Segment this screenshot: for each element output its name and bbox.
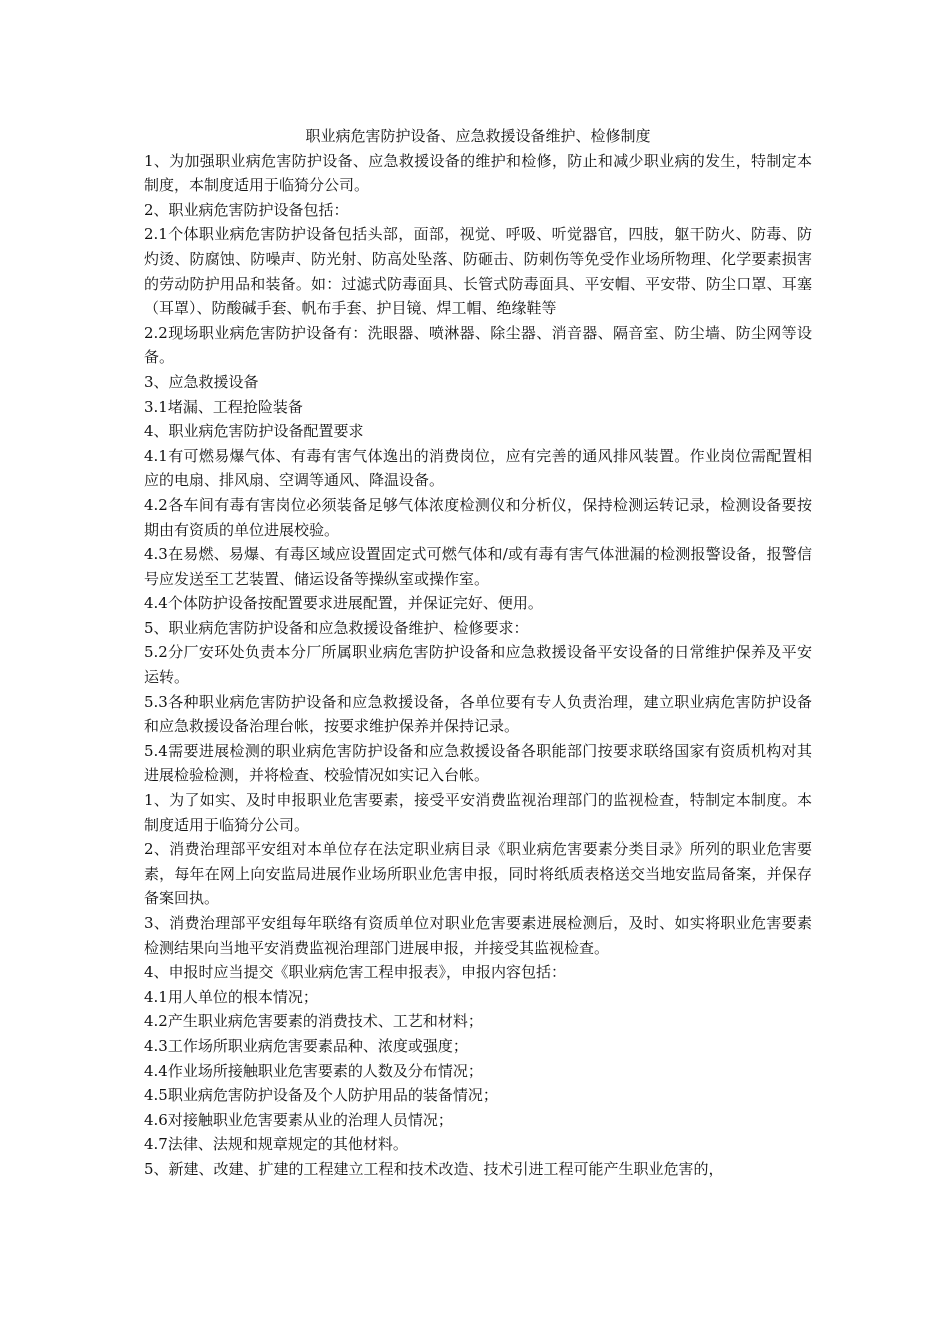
document-title: 职业病危害防护设备、应急救援设备维护、检修制度	[305, 127, 651, 145]
paragraph: 5.2分厂安环处负责本分厂所属职业病危害防护设备和应急救援设备平安设备的日常维护保养及平安运转。	[144, 643, 812, 687]
paragraph: 4.1有可燃易爆气体、有毒有害气体逸出的消费岗位，应有完善的通风排风装置。作业岗位需配置相应的电扇、排风扇、空调等通风、降温设备。	[144, 446, 812, 490]
paragraph: 4.5职业病危害防护设备及个人防护用品的装备情况；	[144, 1086, 498, 1105]
paragraph: 5.3各种职业病危害防护设备和应急救援设备，各单位要有专人负责治理，建立职业病危害防护设备和应急救援设备治理台帐，按要求维护保养并保持记录。	[144, 692, 812, 736]
paragraph: 4.7法律、法规和规章规定的其他材料。	[144, 1135, 408, 1154]
paragraph: 1、为加强职业病危害防护设备、应急救援设备的维护和检修，防止和减少职业病的发生，特制定本制度，本制度适用于临猗分公司。	[144, 151, 812, 195]
paragraph: 5、新建、改建、扩建的工程建立工程和技术改造、技术引进工程可能产生职业危害的，	[144, 1159, 724, 1178]
paragraph: 4.2各车间有毒有害岗位必须装备足够气体浓度检测仪和分析仪，保持检测运转记录，检测设备要按期由有资质的单位进展校验。	[144, 495, 812, 539]
document-page	[144, 124, 812, 1182]
paragraph: 4.6对接触职业危害要素从业的治理人员情况；	[144, 1110, 453, 1129]
paragraph: 3、消费治理部平安组每年联络有资质单位对职业危害要素进展检测后，及时、如实将职业危害要素检测结果向当地平安消费监视治理部门进展申报，并接受其监视检查。	[144, 914, 812, 957]
paragraph: 4.4作业场所接触职业危害要素的人数及分布情况；	[144, 1061, 483, 1080]
paragraph: 4.3在易燃、易爆、有毒区域应设置固定式可燃气体和/或有毒有害气体泄漏的检测报警设备，报警信号应发送至工艺装置、储运设备等操纵室或操作室。	[144, 545, 812, 588]
paragraph: 4.4个体防护设备按配置要求进展配置，并保证完好、便用。	[144, 594, 543, 613]
paragraph: 2.1个体职业病危害防护设备包括头部，面部，视觉、呼吸、听觉器官，四肢，躯干防火、防毒、防灼烫、防腐蚀、防噪声、防光射、防高处坠落、防砸击、防刺伤等免受作业场所物理、化学要素损害的劳动防护用品和装备。如：过滤式防毒面具、长管式防毒面具、平安帽、平安带、防尘口罩、耳塞（耳罩）、防酸碱手套、帆布手套、护目镜、焊工帽、绝缘鞋等	[144, 225, 812, 318]
paragraph: 4.3工作场所职业病危害要素品种、浓度或强度；	[144, 1036, 468, 1055]
paragraph: 4、职业病危害防护设备配置要求	[144, 422, 364, 441]
paragraph: 3.1堵漏、工程抢险装备	[144, 397, 303, 416]
paragraph: 2.2现场职业病危害防护设备有：洗眼器、喷淋器、除尘器、消音器、隔音室、防尘墙、防尘网等设备。	[144, 323, 812, 367]
document-body	[144, 149, 812, 1182]
paragraph: 4.2产生职业病危害要素的消费技术、工艺和材料；	[144, 1012, 483, 1031]
paragraph: 3、应急救援设备	[144, 372, 259, 391]
paragraph: 1、为了如实、及时申报职业危害要素，接受平安消费监视治理部门的监视检查，特制定本制度。本制度适用于临猗分公司。	[144, 791, 812, 834]
paragraph: 5.4需要进展检测的职业病危害防护设备和应急救援设备各职能部门按要求联络国家有资质机构对其进展检验检测，并将检查、校验情况如实记入台帐。	[144, 741, 812, 785]
paragraph: 2、职业病危害防护设备包括：	[144, 200, 349, 219]
paragraph: 4.1用人单位的根本情况；	[144, 987, 318, 1006]
paragraph: 2、消费治理部平安组对本单位存在法定职业病目录《职业病危害要素分类目录》所列的职业危害要素，每年在网上向安监局进展作业场所职业危害申报，同时将纸质表格送交当地安监局备案，并保存备案回执。	[144, 840, 812, 908]
paragraph: 4、申报时应当提交《职业病危害工程申报表》，申报内容包括：	[144, 963, 567, 982]
paragraph: 5、职业病危害防护设备和应急救援设备维护、检修要求：	[144, 618, 529, 637]
